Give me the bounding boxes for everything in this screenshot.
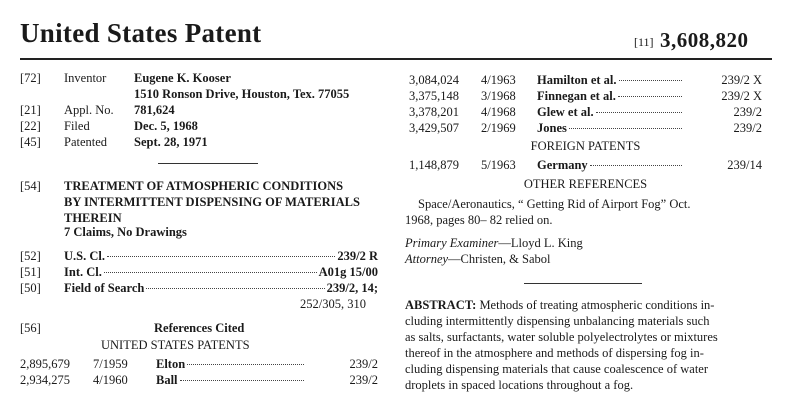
- primary-examiner-label: Primary Examiner: [405, 236, 499, 250]
- ref-class: 239/14: [727, 158, 762, 172]
- ref-date: 5/1963: [481, 158, 516, 172]
- inventor-label: Inventor: [64, 71, 107, 85]
- ref-date: 7/1959: [93, 357, 128, 371]
- attorney-label: Attorney: [405, 252, 449, 266]
- ref-name: Finnegan et al.: [537, 89, 684, 104]
- ref-class: 239/2: [349, 373, 378, 387]
- ref-number: 3,429,507: [409, 121, 459, 135]
- ref-date: 2/1969: [481, 121, 516, 135]
- ref-name: Hamilton et al.: [537, 73, 684, 88]
- attorney-name: —Christen, & Sabol: [448, 252, 551, 266]
- other-reference-line-2: 1968, pages 80– 82 relied on.: [405, 213, 553, 227]
- ref-name: Germany: [537, 158, 684, 173]
- inventor-name: Eugene K. Kooser: [134, 71, 231, 85]
- ref-date: 4/1960: [93, 373, 128, 387]
- invention-title-line-2: BY INTERMITTENT DISPENSING OF MATERIALS: [64, 195, 360, 209]
- primary-examiner-name: —Lloyd L. King: [498, 236, 583, 250]
- other-references-heading: OTHER REFERENCES: [523, 177, 648, 191]
- filed-date: Dec. 5, 1968: [134, 119, 198, 133]
- field-of-search: [64, 281, 378, 296]
- ref-date: 3/1968: [481, 89, 516, 103]
- header-rule: [20, 58, 772, 60]
- ref-name: Glew et al.: [537, 105, 684, 120]
- ref-class: 239/2: [733, 121, 762, 135]
- abstract-line-2: cluding intermittently dispensing unbalancing materials such: [405, 314, 710, 328]
- int-cl-value: A01g 15/00: [318, 265, 378, 279]
- leader-dots: [104, 272, 317, 273]
- us-cl-code: [52]: [20, 249, 41, 263]
- us-classification: [64, 249, 378, 264]
- invention-title-line-1: TREATMENT OF ATMOSPHERIC CONDITIONS: [64, 179, 344, 193]
- left-separator-1: [158, 163, 258, 164]
- patent-number-code: [11]: [634, 35, 654, 49]
- field-search-value-2: 252/305, 310: [300, 297, 366, 311]
- abstract-line-1: ABSTRACT: Methods of treating atmospheric conditions in-: [405, 298, 715, 312]
- patent-title: United States Patent: [20, 18, 262, 48]
- ref-class: 239/2 X: [721, 73, 762, 87]
- filed-code: [22]: [20, 119, 41, 133]
- patented-label: Patented: [64, 135, 108, 149]
- ref-class: 239/2 X: [721, 89, 762, 103]
- title-code: [54]: [20, 179, 41, 193]
- ref-name: Elton: [156, 357, 306, 372]
- appl-label: Appl. No.: [64, 103, 114, 117]
- leader-dots: [107, 256, 335, 257]
- abstract-line-4: thereof in the atmosphere and methods of dispersing fog in-: [405, 346, 704, 360]
- attorney: [405, 252, 550, 267]
- abstract-line-3: as salts, surfactants, water soluble polyelectrolytes or mixtures: [405, 330, 718, 344]
- right-separator: [524, 283, 642, 284]
- ref-number: 3,378,201: [409, 105, 459, 119]
- us-cl-label: U.S. Cl.: [64, 249, 105, 263]
- int-cl-code: [51]: [20, 265, 41, 279]
- patent-number: 3,608,820: [660, 28, 749, 52]
- int-cl-label: Int. Cl.: [64, 265, 102, 279]
- invention-title-line-3: THEREIN: [64, 211, 122, 225]
- field-search-code: [50]: [20, 281, 41, 295]
- ref-class: 239/2: [349, 357, 378, 371]
- inventor-code: [72]: [20, 71, 41, 85]
- field-search-label: Field of Search: [64, 281, 145, 295]
- ref-name: Ball: [156, 373, 306, 388]
- appl-number: 781,624: [134, 103, 175, 117]
- abstract-line-5: cluding dispensing materials that cause coalescence of water: [405, 362, 709, 376]
- ref-date: 4/1963: [481, 73, 516, 87]
- ref-class: 239/2: [733, 105, 762, 119]
- abstract-label: ABSTRACT:: [405, 298, 477, 312]
- appl-code: [21]: [20, 103, 41, 117]
- ref-number: 1,148,879: [409, 158, 459, 172]
- ref-number: 3,084,024: [409, 73, 459, 87]
- other-reference-line-1: Space/Aeronautics, “ Getting Rid of Airport Fog” Oct.: [418, 197, 691, 211]
- patented-code: [45]: [20, 135, 41, 149]
- abstract-line-6: droplets in spaced locations throughout a fog.: [405, 378, 634, 392]
- foreign-patents-heading: FOREIGN PATENTS: [530, 139, 641, 153]
- field-search-value: 239/2, 14;: [326, 281, 378, 295]
- references-heading: References Cited: [154, 321, 245, 335]
- ref-number: 2,934,275: [20, 373, 70, 387]
- ref-number: 2,895,679: [20, 357, 70, 371]
- claims-line: 7 Claims, No Drawings: [64, 225, 187, 239]
- references-code: [56]: [20, 321, 41, 335]
- leader-dots: [146, 288, 324, 289]
- ref-number: 3,375,148: [409, 89, 459, 103]
- ref-date: 4/1968: [481, 105, 516, 119]
- us-patents-heading: UNITED STATES PATENTS: [101, 338, 250, 352]
- patented-date: Sept. 28, 1971: [134, 135, 208, 149]
- primary-examiner: [405, 236, 583, 251]
- us-cl-value: 239/2 R: [337, 249, 378, 263]
- filed-label: Filed: [64, 119, 90, 133]
- ref-name: Jones: [537, 121, 684, 136]
- int-classification: [64, 265, 378, 280]
- inventor-address: 1510 Ronson Drive, Houston, Tex. 77055: [134, 87, 350, 101]
